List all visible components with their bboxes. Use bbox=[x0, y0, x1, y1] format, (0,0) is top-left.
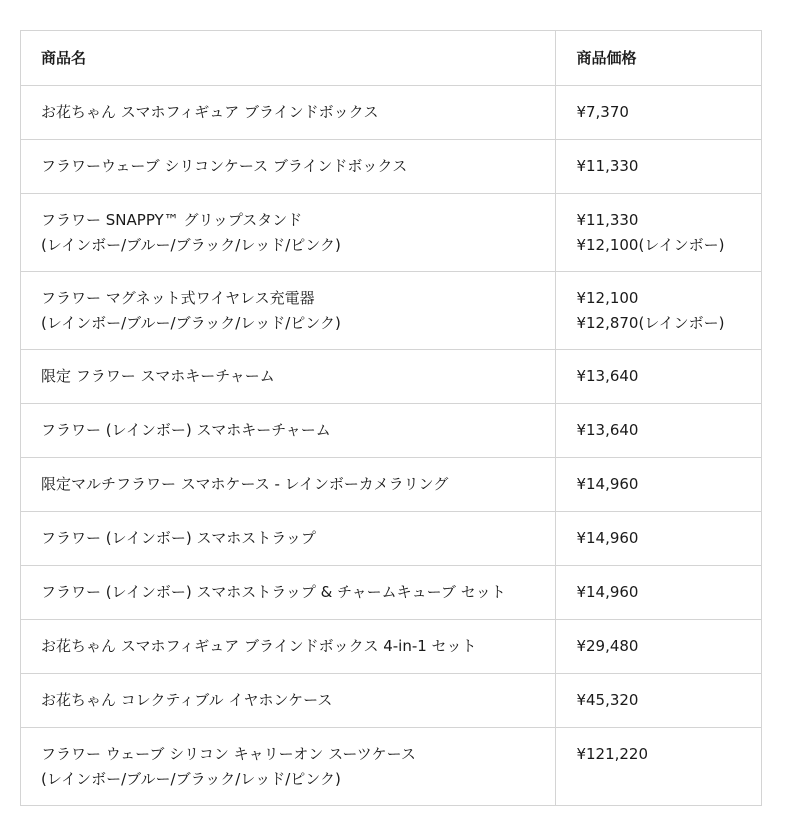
product-name-text: (レインボー/ブルー/ブラック/レッド/ピンク) bbox=[41, 314, 341, 332]
product-name-cell bbox=[21, 674, 556, 728]
product-name-cell bbox=[21, 350, 556, 404]
table-row bbox=[21, 512, 762, 566]
product-price-cell bbox=[556, 404, 762, 458]
table-row bbox=[21, 728, 762, 806]
table-row bbox=[21, 404, 762, 458]
table-row bbox=[21, 86, 762, 140]
product-price-cell bbox=[556, 512, 762, 566]
price-table bbox=[20, 30, 762, 806]
product-name-text: フラワー (レインボー) スマホキーチャーム bbox=[41, 421, 331, 439]
product-price-cell bbox=[556, 728, 762, 806]
product-price-text: ¥45,320 bbox=[576, 691, 639, 709]
product-name-text: フラワー ウェーブ シリコン キャリーオン スーツケース bbox=[41, 745, 416, 763]
table-row bbox=[21, 194, 762, 272]
product-price-cell bbox=[556, 458, 762, 512]
table-body bbox=[21, 86, 762, 806]
product-name-cell bbox=[21, 86, 556, 140]
product-name-cell bbox=[21, 566, 556, 620]
product-price-text: ¥12,870(レインボー) bbox=[576, 314, 725, 332]
product-price-cell bbox=[556, 674, 762, 728]
product-name-text: フラワーウェーブ シリコンケース ブラインドボックス bbox=[41, 157, 408, 175]
product-price-cell bbox=[556, 272, 762, 350]
product-price-text: ¥14,960 bbox=[576, 529, 639, 547]
product-name-text: フラワー SNAPPY™ グリップスタンド bbox=[41, 211, 303, 229]
product-name-text: 限定マルチフラワー スマホケース - レインボーカメラリング bbox=[41, 475, 449, 493]
product-price-text: ¥121,220 bbox=[576, 745, 649, 763]
product-name-text: 限定 フラワー スマホキーチャーム bbox=[41, 367, 275, 385]
product-price-text: ¥13,640 bbox=[576, 367, 639, 385]
product-price-text: ¥11,330 bbox=[576, 211, 639, 229]
product-price-text: ¥12,100 bbox=[576, 289, 639, 307]
product-price-cell bbox=[556, 140, 762, 194]
product-price-cell bbox=[556, 566, 762, 620]
product-name-cell bbox=[21, 512, 556, 566]
product-name-text: お花ちゃん スマホフィギュア ブラインドボックス 4-in-1 セット bbox=[41, 637, 477, 655]
product-name-cell bbox=[21, 140, 556, 194]
product-name-cell bbox=[21, 272, 556, 350]
product-name-text: フラワー マグネット式ワイヤレス充電器 bbox=[41, 289, 315, 307]
product-name-text: お花ちゃん スマホフィギュア ブラインドボックス bbox=[41, 103, 379, 121]
product-name-cell bbox=[21, 620, 556, 674]
product-price-text: ¥11,330 bbox=[576, 157, 639, 175]
product-name-cell bbox=[21, 728, 556, 806]
product-price-cell bbox=[556, 620, 762, 674]
product-name-cell bbox=[21, 458, 556, 512]
product-price-text: ¥14,960 bbox=[576, 475, 639, 493]
table-header-row bbox=[21, 31, 762, 86]
table-row bbox=[21, 350, 762, 404]
product-name-text: (レインボー/ブルー/ブラック/レッド/ピンク) bbox=[41, 770, 341, 788]
product-price-text: ¥29,480 bbox=[576, 637, 639, 655]
product-price-text: ¥7,370 bbox=[576, 103, 629, 121]
product-price-cell bbox=[556, 194, 762, 272]
product-name-text: お花ちゃん コレクティブル イヤホンケース bbox=[41, 691, 333, 709]
product-price-cell bbox=[556, 86, 762, 140]
product-price-cell bbox=[556, 350, 762, 404]
table-row bbox=[21, 566, 762, 620]
product-name-text: (レインボー/ブルー/ブラック/レッド/ピンク) bbox=[41, 236, 341, 254]
column-header-product-name: 商品名 bbox=[21, 31, 556, 86]
table-row bbox=[21, 272, 762, 350]
column-header-product-price: 商品価格 bbox=[556, 31, 762, 86]
product-name-cell bbox=[21, 404, 556, 458]
product-name-text: フラワー (レインボー) スマホストラップ & チャームキューブ セット bbox=[41, 583, 506, 601]
table-row bbox=[21, 458, 762, 512]
product-price-text: ¥13,640 bbox=[576, 421, 639, 439]
table-row bbox=[21, 620, 762, 674]
product-name-cell bbox=[21, 194, 556, 272]
table-row bbox=[21, 674, 762, 728]
product-price-text: ¥12,100(レインボー) bbox=[576, 236, 725, 254]
product-price-text: ¥14,960 bbox=[576, 583, 639, 601]
product-name-text: フラワー (レインボー) スマホストラップ bbox=[41, 529, 316, 547]
table-row bbox=[21, 140, 762, 194]
